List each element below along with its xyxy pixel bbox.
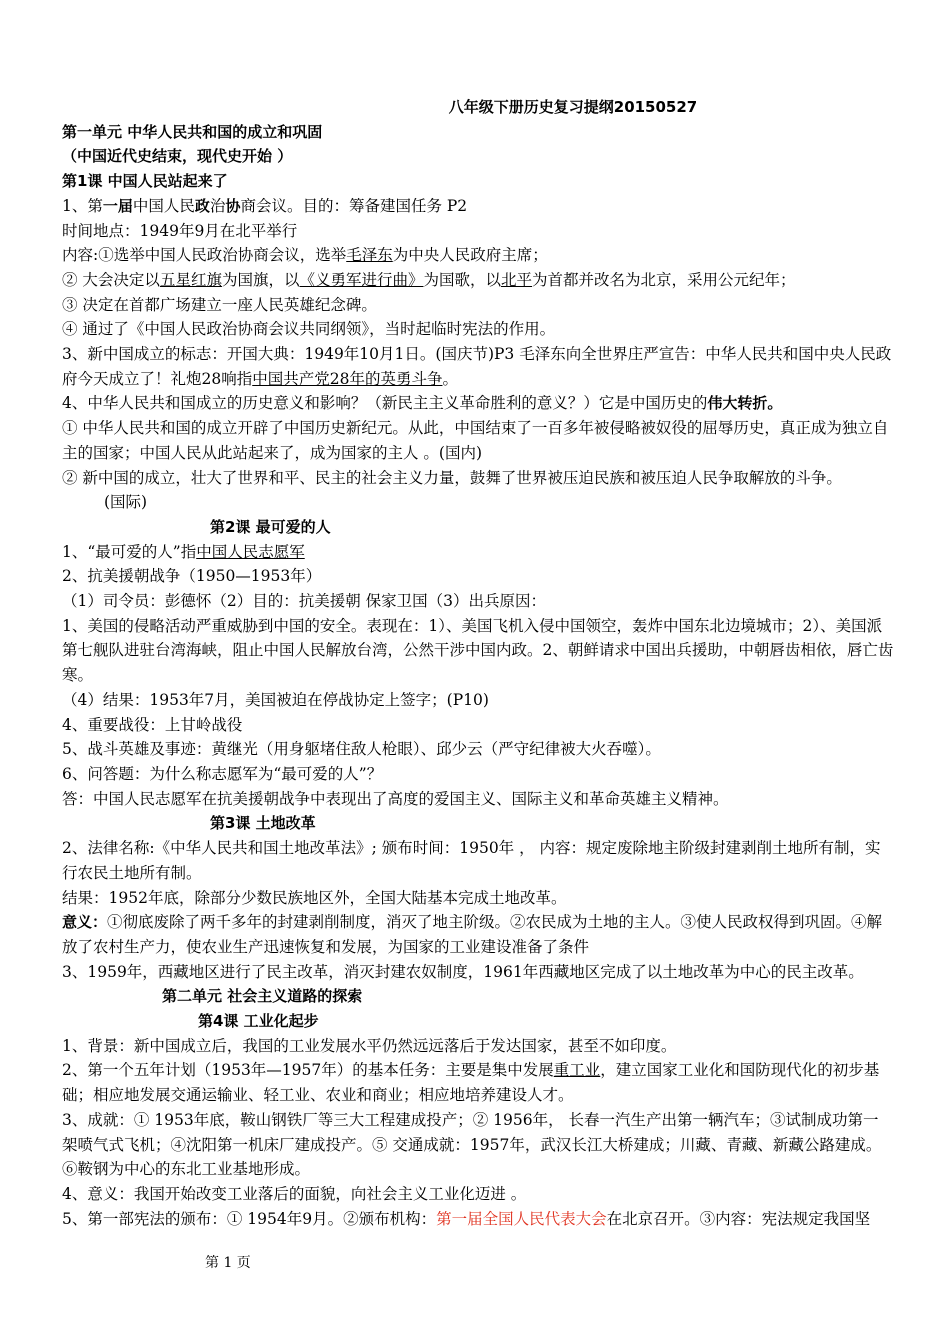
lesson1-item3: 3、新中国成立的标志：开国大典：1949年10月1日。(国庆节)P3 毛泽东向全世界庄严宣告：中华人民共和国中央人民政府今天成立了！礼炮28响指中国共产党28年的英勇斗争。 [62, 345, 892, 388]
unit2-title: 第二单元 社会主义道路的探索 [162, 987, 363, 1006]
lesson4-item3: 3、成就：① 1953年底，鞍山钢铁厂等三大工程建成投产；② 1956年， 长春一汽生产出第一辆汽车；③试制成功第一架喷气式飞机；④沈阳第一机床厂建成投产。⑤ 交通成就：1957年，武汉长江大桥建成；川藏、青藏、新藏公路建成。⑥鞍钢为中心的东北工业基地形成。 [62, 1110, 882, 1179]
lesson2-title: 第2课 最可爱的人 [210, 517, 331, 536]
lesson1-time-place: 时间地点：1949年9月在北平举行 [62, 221, 298, 240]
lesson1-content2: ② 大会决定以五星红旗为国旗，以《义勇军进行曲》为国歌，以北平为首都并改名为北京，采用公元纪年； [62, 270, 796, 289]
lesson3-title: 第3课 土地改革 [210, 814, 316, 833]
lesson1-title: 第1课 中国人民站起来了 [62, 172, 228, 191]
lesson2-item1: 1、“最可爱的人”指中国人民志愿军 [62, 542, 305, 561]
lesson4-item5: 5、第一部宪法的颁布：① 1954年9月。②颁布机构：第一届全国人民代表大会在北京召开。③内容：宪法规定我国坚 [62, 1209, 871, 1228]
lesson1-content4: ④ 通过了《中国人民政治协商会议共同纲领》，当时起临时宪法的作用。 [62, 320, 556, 339]
lesson2-reasons: 1、美国的侵略活动严重威胁到中国的安全。表现在：1）、美国飞机入侵中国领空，轰炸中国东北边境城市；2）、美国派第七舰队进驻台湾海峡，阻止中国人民解放台湾，公然干涉中国内政。2、朝鲜请求中国出兵援助，中朝唇齿相依，唇亡齿寒。 [62, 616, 894, 685]
document-title: 八年级下册历史复习提纲20150527 [448, 98, 698, 116]
lesson1-content1: 内容:①选举中国人民政治协商会议，选举毛泽东为中央人民政府主席； [62, 246, 548, 265]
lesson4-title: 第4课 工业化起步 [198, 1012, 319, 1031]
lesson1-item4: 4、中华人民共和国成立的历史意义和影响？（新民主主义革命胜利的意义？）它是中国历史的伟大转折。 [62, 394, 783, 413]
lesson2-item2-sub: （1）司令员：彭德怀（2）目的：抗美援朝 保家卫国（3）出兵原因： [62, 592, 547, 611]
lesson1-significance2: ② 新中国的成立，壮大了世界和平、民主的社会主义力量，鼓舞了世界被压迫民族和被压迫人民争取解放的斗争。 [62, 468, 842, 487]
lesson3-item3: 3、1959年，西藏地区进行了民主改革，消灭封建农奴制度，1961年西藏地区完成了以土地改革为中心的民主改革。 [62, 962, 864, 981]
unit1-title: 第一单元 中华人民共和国的成立和巩固 [62, 122, 323, 141]
lesson1-significance2-note: (国际) [104, 493, 148, 512]
document-page [62, 95, 894, 1231]
lesson2-result: （4）结果：1953年7月，美国被迫在停战协定上签字；(P10) [62, 690, 489, 709]
lesson1-significance1: ① 中华人民共和国的成立开辟了中国历史新纪元。从此，中国结束了一百多年被侵略被奴役的屈辱历史，真正成为独立自主的国家；中国人民从此站起来了，成为国家的主人 。(国内) [62, 419, 889, 462]
page-number: 第 1 页 [205, 1255, 251, 1271]
lesson2-answer: 答：中国人民志愿军在抗美援朝战争中表现出了高度的爱国主义、国际主义和革命英雄主义精神。 [62, 789, 729, 808]
lesson1-item1: 1、第一届中国人民政治协商会议。目的：筹备建国任务 P2 [62, 196, 468, 215]
lesson2-item4: 4、重要战役：上甘岭战役 [62, 715, 243, 734]
lesson4-item4: 4、意义：我国开始改变工业落后的面貌，向社会主义工业化迈进 。 [62, 1184, 527, 1203]
unit1-note: （中国近代史结束，现代史开始 ） [62, 147, 293, 166]
lesson2-item6: 6、问答题：为什么称志愿军为“最可爱的人”？ [62, 764, 383, 783]
lesson4-item2: 2、第一个五年计划（1953年—1957年）的基本任务：主要是集中发展重工业，建立国家工业化和国防现代化的初步基础；相应地发展交通运输业、轻工业、农业和商业；相应地培养建设人才。 [62, 1061, 880, 1105]
lesson3-item2: 2、法律名称:《中华人民共和国土地改革法》; 颁布时间：1950年 ， 内容：规定废除地主阶级封建剥削土地所有制，实行农民土地所有制。 [62, 839, 881, 882]
lesson2-item5: 5、战斗英雄及事迹：黄继光（用身躯堵住敌人枪眼）、邱少云（严守纪律被大火吞噬）。 [62, 740, 661, 759]
lesson3-significance: 意义：①彻底废除了两千多年的封建剥削制度，消灭了地主阶级。②农民成为土地的主人。③使人民政权得到巩固。④解放了农村生产力，使农业生产迅速恢复和发展，为国家的工业建设准备了条件 [62, 913, 883, 956]
lesson1-content3: ③ 决定在首都广场建立一座人民英雄纪念碑。 [62, 295, 377, 314]
lesson4-item1: 1、背景：新中国成立后，我国的工业发展水平仍然远远落后于发达国家，甚至不如印度。 [62, 1036, 677, 1055]
lesson3-result: 结果：1952年底，除部分少数民族地区外，全国大陆基本完成土地改革。 [62, 888, 567, 907]
lesson2-item2: 2、抗美援朝战争（1950—1953年） [62, 567, 322, 586]
